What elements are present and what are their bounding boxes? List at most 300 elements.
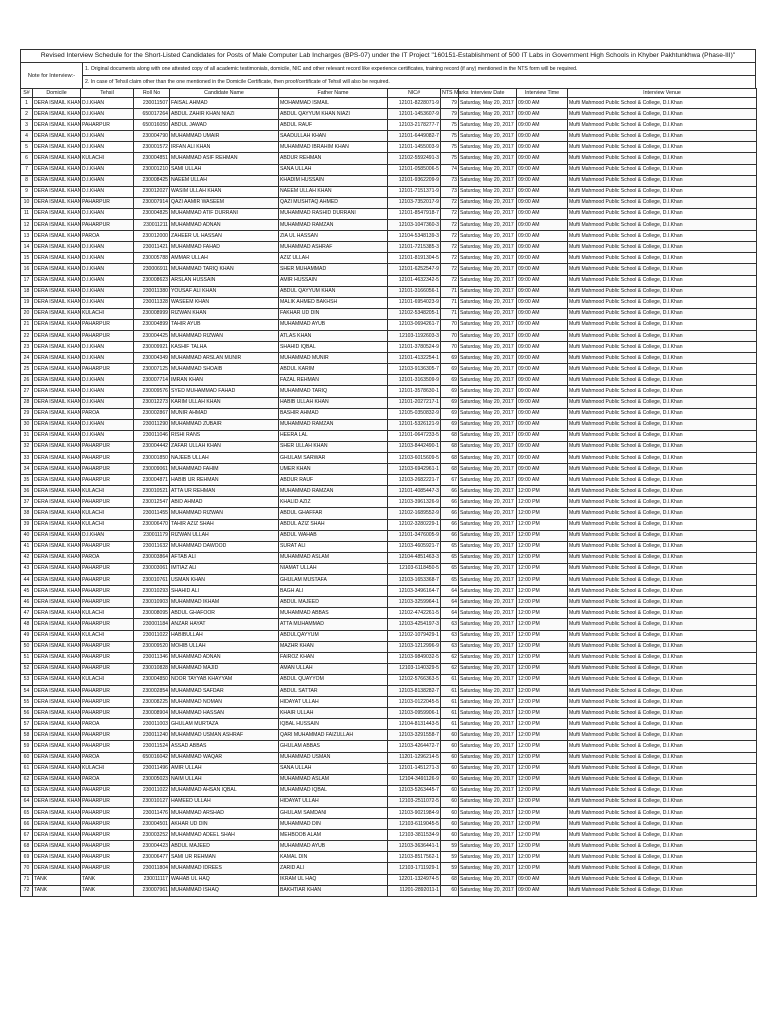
cell-domicile: DERA ISMAIL KHAN <box>33 375 81 386</box>
cell-tehsil: KULACHI <box>81 486 134 497</box>
cell-nts-marks: 60 <box>441 785 459 796</box>
col-header-interview-date: Interview Date <box>459 89 517 98</box>
cell-nic: 12101-6449082-7 <box>388 131 441 142</box>
cell-sno: 43 <box>21 563 33 574</box>
cell-sno: 54 <box>21 685 33 696</box>
table-row <box>21 597 757 608</box>
cell-interview-date: Saturday, May 20, 2017 <box>459 552 517 563</box>
cell-tehsil: KULACHI <box>81 763 134 774</box>
cell-interview-time: 09:00 AM <box>517 164 568 175</box>
cell-roll-no: 230011240 <box>134 730 170 741</box>
cell-candidate-name: MUHAMMAD FAHIM <box>170 464 279 475</box>
table-row <box>21 630 757 641</box>
cell-candidate-name: ATTA UR REHMAN <box>170 486 279 497</box>
cell-nts-marks: 63 <box>441 630 459 641</box>
cell-father-name: MUHAMMAD ASLAM <box>279 552 388 563</box>
table-row <box>21 397 757 408</box>
table-row <box>21 375 757 386</box>
cell-domicile: DERA ISMAIL KHAN <box>33 408 81 419</box>
cell-nic: 12104-3491126-9 <box>388 774 441 785</box>
cell-tehsil: PAHARPUR <box>81 863 134 874</box>
cell-interview-time: 09:00 AM <box>517 253 568 264</box>
cell-domicile: DERA ISMAIL KHAN <box>33 541 81 552</box>
cell-nts-marks: 79 <box>441 109 459 120</box>
cell-candidate-name: ABDUL ZAHIR KHAN NIAZI <box>170 109 279 120</box>
cell-interview-date: Saturday, May 20, 2017 <box>459 264 517 275</box>
cell-nic: 12103-9021984-9 <box>388 808 441 819</box>
cell-interview-time: 09:00 AM <box>517 175 568 186</box>
cell-nic: 12103-1212996-9 <box>388 641 441 652</box>
cell-tehsil: D.I.KHAN <box>81 186 134 197</box>
cell-nts-marks: 69 <box>441 397 459 408</box>
col-header-interview-venue: Interview Venue <box>568 89 757 98</box>
cell-interview-venue: Mufti Mahmood Public School & College, D.I.Khan <box>568 220 757 231</box>
cell-sno: 34 <box>21 464 33 475</box>
cell-nts-marks: 59 <box>441 841 459 852</box>
cell-roll-no: 230004442 <box>134 441 170 452</box>
cell-interview-time: 12:00 PM <box>517 508 568 519</box>
cell-interview-date: Saturday, May 20, 2017 <box>459 685 517 696</box>
cell-sno: 71 <box>21 874 33 885</box>
cell-roll-no: 230012547 <box>134 497 170 508</box>
cell-candidate-name: IMRAN KHAN <box>170 375 279 386</box>
cell-tehsil: KULACHI <box>81 519 134 530</box>
cell-interview-time: 09:00 AM <box>517 885 568 896</box>
cell-domicile: DERA ISMAIL KHAN <box>33 208 81 219</box>
cell-father-name: FAKHAR UD DIN <box>279 308 388 319</box>
cell-interview-time: 12:00 PM <box>517 630 568 641</box>
cell-nic: 12103-3636441-1 <box>388 841 441 852</box>
cell-interview-date: Saturday, May 20, 2017 <box>459 575 517 586</box>
cell-father-name: AMAN ULLAH <box>279 663 388 674</box>
cell-domicile: DERA ISMAIL KHAN <box>33 597 81 608</box>
cell-father-name: HIDAYAT ULLAH <box>279 796 388 807</box>
cell-sno: 20 <box>21 308 33 319</box>
cell-candidate-name: GHULAM MURTAZA <box>170 719 279 730</box>
cell-roll-no: 230008425 <box>134 175 170 186</box>
cell-sno: 8 <box>21 175 33 186</box>
cell-domicile: DERA ISMAIL KHAN <box>33 641 81 652</box>
cell-nts-marks: 60 <box>441 752 459 763</box>
cell-interview-time: 12:00 PM <box>517 685 568 696</box>
table-header-row <box>21 89 757 98</box>
cell-interview-date: Saturday, May 20, 2017 <box>459 841 517 852</box>
cell-father-name: ATLAS KHAN <box>279 330 388 341</box>
cell-nic: 12103-6118450-5 <box>388 563 441 574</box>
cell-domicile: DERA ISMAIL KHAN <box>33 730 81 741</box>
cell-interview-time: 09:00 AM <box>517 364 568 375</box>
cell-candidate-name: MUHAMMAD MAJID <box>170 663 279 674</box>
cell-nts-marks: 65 <box>441 575 459 586</box>
cell-roll-no: 230007914 <box>134 197 170 208</box>
cell-interview-time: 09:00 AM <box>517 275 568 286</box>
table-row <box>21 774 757 785</box>
cell-nic: 12103-2682221-7 <box>388 475 441 486</box>
cell-nic: 12103-8517562-1 <box>388 852 441 863</box>
table-row <box>21 386 757 397</box>
cell-tehsil: D.I.KHAN <box>81 264 134 275</box>
cell-nts-marks: 70 <box>441 330 459 341</box>
cell-tehsil: PAROA <box>81 774 134 785</box>
cell-nts-marks: 72 <box>441 208 459 219</box>
cell-interview-time: 09:00 AM <box>517 419 568 430</box>
interview-schedule-table <box>20 88 757 897</box>
table-row <box>21 408 757 419</box>
cell-interview-venue: Mufti Mahmood Public School & College, D.I.Khan <box>568 774 757 785</box>
cell-interview-time: 09:00 AM <box>517 386 568 397</box>
cell-father-name: NIAMAT ULLAH <box>279 563 388 574</box>
cell-candidate-name: MUHAMMAD FAHAD <box>170 242 279 253</box>
cell-roll-no: 230008904 <box>134 708 170 719</box>
cell-sno: 61 <box>21 763 33 774</box>
cell-nts-marks: 79 <box>441 98 459 109</box>
cell-interview-date: Saturday, May 20, 2017 <box>459 142 517 153</box>
cell-father-name: QARI MUHAMMAD FAIZULLAH <box>279 730 388 741</box>
cell-interview-venue: Mufti Mahmood Public School & College, D.I.Khan <box>568 109 757 120</box>
cell-tehsil: D.I.KHAN <box>81 142 134 153</box>
cell-domicile: DERA ISMAIL KHAN <box>33 441 81 452</box>
cell-candidate-name: WASIM ULLAH KHAN <box>170 186 279 197</box>
cell-sno: 5 <box>21 142 33 153</box>
cell-nts-marks: 62 <box>441 652 459 663</box>
cell-interview-date: Saturday, May 20, 2017 <box>459 563 517 574</box>
cell-sno: 19 <box>21 297 33 308</box>
cell-nic: 12101-8547918-7 <box>388 208 441 219</box>
cell-candidate-name: SAMI UR REHMAN <box>170 852 279 863</box>
table-row <box>21 109 757 120</box>
cell-domicile: DERA ISMAIL KHAN <box>33 741 81 752</box>
cell-sno: 25 <box>21 364 33 375</box>
cell-tehsil: PAHARPUR <box>81 741 134 752</box>
cell-interview-date: Saturday, May 20, 2017 <box>459 397 517 408</box>
cell-roll-no: 230003061 <box>134 563 170 574</box>
cell-interview-venue: Mufti Mahmood Public School & College, D.I.Khan <box>568 430 757 441</box>
cell-domicile: DERA ISMAIL KHAN <box>33 785 81 796</box>
cell-father-name: ATTA MUHAMMAD <box>279 619 388 630</box>
cell-candidate-name: MUHAMMAD HASSAN <box>170 708 279 719</box>
table-row <box>21 430 757 441</box>
cell-interview-date: Saturday, May 20, 2017 <box>459 863 517 874</box>
cell-nts-marks: 64 <box>441 597 459 608</box>
cell-tehsil: D.I.KHAN <box>81 353 134 364</box>
cell-roll-no: 230004790 <box>134 131 170 142</box>
cell-interview-venue: Mufti Mahmood Public School & College, D.I.Khan <box>568 863 757 874</box>
cell-father-name: ABDUL KARIM <box>279 364 388 375</box>
cell-interview-time: 12:00 PM <box>517 586 568 597</box>
cell-domicile: DERA ISMAIL KHAN <box>33 619 81 630</box>
cell-roll-no: 230011524 <box>134 741 170 752</box>
table-row <box>21 353 757 364</box>
cell-interview-time: 12:00 PM <box>517 541 568 552</box>
cell-nts-marks: 64 <box>441 608 459 619</box>
table-row <box>21 885 757 896</box>
table-row <box>21 186 757 197</box>
cell-roll-no: 230004899 <box>134 319 170 330</box>
cell-tehsil: PAROA <box>81 408 134 419</box>
cell-candidate-name: MUHAMMAD RIZWAN <box>170 508 279 519</box>
cell-sno: 40 <box>21 530 33 541</box>
cell-interview-date: Saturday, May 20, 2017 <box>459 386 517 397</box>
cell-sno: 60 <box>21 752 33 763</box>
table-row <box>21 519 757 530</box>
cell-father-name: KHALID AZIZ <box>279 497 388 508</box>
cell-candidate-name: MUHAMMAD AHSAN IQBAL <box>170 785 279 796</box>
cell-nic: 12103-3496164-7 <box>388 586 441 597</box>
cell-nts-marks: 72 <box>441 264 459 275</box>
cell-domicile: DERA ISMAIL KHAN <box>33 364 81 375</box>
cell-nic: 12103-4605921-7 <box>388 541 441 552</box>
table-row <box>21 541 757 552</box>
cell-interview-venue: Mufti Mahmood Public School & College, D.I.Khan <box>568 708 757 719</box>
cell-interview-venue: Mufti Mahmood Public School & College, D.I.Khan <box>568 663 757 674</box>
cell-roll-no: 650017264 <box>134 109 170 120</box>
cell-interview-time: 12:00 PM <box>517 763 568 774</box>
cell-candidate-name: TAHIR AYUB <box>170 319 279 330</box>
table-row <box>21 342 757 353</box>
cell-interview-time: 12:00 PM <box>517 863 568 874</box>
cell-father-name: MUHAMMAD RAMZAN <box>279 486 388 497</box>
table-row <box>21 796 757 807</box>
cell-nts-marks: 74 <box>441 164 459 175</box>
cell-roll-no: 230012273 <box>134 397 170 408</box>
cell-interview-venue: Mufti Mahmood Public School & College, D.I.Khan <box>568 630 757 641</box>
cell-interview-time: 12:00 PM <box>517 619 568 630</box>
cell-candidate-name: IRFAN ALI KHAN <box>170 142 279 153</box>
cell-sno: 38 <box>21 508 33 519</box>
cell-tehsil: PAHARPUR <box>81 730 134 741</box>
table-row <box>21 98 757 109</box>
cell-interview-date: Saturday, May 20, 2017 <box>459 508 517 519</box>
cell-interview-date: Saturday, May 20, 2017 <box>459 231 517 242</box>
cell-roll-no: 230010828 <box>134 663 170 674</box>
cell-roll-no: 230001572 <box>134 142 170 153</box>
table-row <box>21 286 757 297</box>
cell-father-name: SHER MUHAMMAD <box>279 264 388 275</box>
cell-interview-venue: Mufti Mahmood Public School & College, D.I.Khan <box>568 641 757 652</box>
cell-nic: 12101-3578630-1 <box>388 386 441 397</box>
cell-father-name: ABDUL WAHAB <box>279 530 388 541</box>
cell-interview-time: 12:00 PM <box>517 741 568 752</box>
cell-nts-marks: 66 <box>441 530 459 541</box>
cell-tehsil: D.I.KHAN <box>81 419 134 430</box>
cell-nic: 12104-4851463-3 <box>388 552 441 563</box>
cell-candidate-name: SYED MUHAMMAD FAHAD <box>170 386 279 397</box>
cell-father-name: SANA ULLAH <box>279 164 388 175</box>
cell-father-name: MUHAMMAD ASLAM <box>279 774 388 785</box>
cell-interview-venue: Mufti Mahmood Public School & College, D.I.Khan <box>568 153 757 164</box>
cell-nts-marks: 68 <box>441 430 459 441</box>
cell-nts-marks: 62 <box>441 663 459 674</box>
cell-roll-no: 230003252 <box>134 830 170 841</box>
cell-interview-date: Saturday, May 20, 2017 <box>459 674 517 685</box>
col-header-nts-marks: NTS Marks <box>442 89 469 96</box>
cell-tehsil: D.I.KHAN <box>81 297 134 308</box>
cell-domicile: DERA ISMAIL KHAN <box>33 275 81 286</box>
cell-tehsil: PAHARPUR <box>81 475 134 486</box>
table-row <box>21 730 757 741</box>
cell-nic: 11201-2892011-1 <box>388 885 441 896</box>
cell-tehsil: PAHARPUR <box>81 619 134 630</box>
cell-interview-date: Saturday, May 20, 2017 <box>459 619 517 630</box>
cell-tehsil: D.I.KHAN <box>81 98 134 109</box>
cell-interview-venue: Mufti Mahmood Public School & College, D.I.Khan <box>568 308 757 319</box>
cell-domicile: DERA ISMAIL KHAN <box>33 186 81 197</box>
cell-father-name: SHER ULLAH KHAN <box>279 441 388 452</box>
cell-domicile: DERA ISMAIL KHAN <box>33 841 81 852</box>
cell-tehsil: PAHARPUR <box>81 830 134 841</box>
cell-roll-no: 230004425 <box>134 330 170 341</box>
cell-sno: 68 <box>21 841 33 852</box>
cell-nic: 12103-8138282-7 <box>388 685 441 696</box>
cell-interview-venue: Mufti Mahmood Public School & College, D.I.Khan <box>568 386 757 397</box>
cell-tehsil: PAHARPUR <box>81 541 134 552</box>
cell-interview-venue: Mufti Mahmood Public School & College, D.I.Khan <box>568 519 757 530</box>
cell-sno: 44 <box>21 575 33 586</box>
cell-candidate-name: MUHAMMAD SHOAIB <box>170 364 279 375</box>
cell-roll-no: 230011496 <box>134 763 170 774</box>
cell-nts-marks: 61 <box>441 719 459 730</box>
cell-domicile: DERA ISMAIL KHAN <box>33 808 81 819</box>
cell-interview-date: Saturday, May 20, 2017 <box>459 830 517 841</box>
cell-interview-date: Saturday, May 20, 2017 <box>459 242 517 253</box>
cell-interview-venue: Mufti Mahmood Public School & College, D.I.Khan <box>568 120 757 131</box>
cell-tehsil: D.I.KHAN <box>81 286 134 297</box>
cell-candidate-name: ABDUL MAJEED <box>170 841 279 852</box>
cell-sno: 55 <box>21 697 33 708</box>
cell-interview-time: 09:00 AM <box>517 242 568 253</box>
cell-interview-venue: Mufti Mahmood Public School & College, D.I.Khan <box>568 508 757 519</box>
cell-nic: 12101-4085447-3 <box>388 486 441 497</box>
cell-interview-date: Saturday, May 20, 2017 <box>459 319 517 330</box>
cell-interview-date: Saturday, May 20, 2017 <box>459 497 517 508</box>
cell-nic: 12103-1047360-3 <box>388 220 441 231</box>
cell-nts-marks: 61 <box>441 697 459 708</box>
cell-father-name: SURAT ALI <box>279 541 388 552</box>
cell-interview-date: Saturday, May 20, 2017 <box>459 220 517 231</box>
cell-interview-venue: Mufti Mahmood Public School & College, D.I.Khan <box>568 575 757 586</box>
cell-candidate-name: ZAHEER UL HASSAN <box>170 231 279 242</box>
cell-interview-date: Saturday, May 20, 2017 <box>459 541 517 552</box>
cell-father-name: SAADULLAH KHAN <box>279 131 388 142</box>
cell-interview-time: 09:00 AM <box>517 874 568 885</box>
cell-interview-venue: Mufti Mahmood Public School & College, D.I.Khan <box>568 142 757 153</box>
cell-interview-time: 09:00 AM <box>517 297 568 308</box>
cell-nic: 12101-2027217-1 <box>388 397 441 408</box>
cell-sno: 67 <box>21 830 33 841</box>
table-row <box>21 841 757 852</box>
cell-interview-venue: Mufti Mahmood Public School & College, D.I.Khan <box>568 741 757 752</box>
cell-domicile: DERA ISMAIL KHAN <box>33 220 81 231</box>
cell-candidate-name: FAISAL AHMAD <box>170 98 279 109</box>
cell-nts-marks: 63 <box>441 641 459 652</box>
cell-nts-marks: 70 <box>441 342 459 353</box>
cell-father-name: UMER KHAN <box>279 464 388 475</box>
cell-sno: 41 <box>21 541 33 552</box>
cell-domicile: DERA ISMAIL KHAN <box>33 175 81 186</box>
cell-candidate-name: MUHAMMAD ADNAN <box>170 652 279 663</box>
cell-nts-marks: 60 <box>441 774 459 785</box>
cell-interview-date: Saturday, May 20, 2017 <box>459 186 517 197</box>
cell-interview-time: 12:00 PM <box>517 719 568 730</box>
table-row <box>21 819 757 830</box>
cell-interview-venue: Mufti Mahmood Public School & College, D.I.Khan <box>568 763 757 774</box>
col-header-nic: NIC# <box>388 89 441 98</box>
cell-domicile: DERA ISMAIL KHAN <box>33 286 81 297</box>
cell-interview-date: Saturday, May 20, 2017 <box>459 419 517 430</box>
cell-father-name: HIDAYAT ULLAH <box>279 697 388 708</box>
table-row <box>21 863 757 874</box>
cell-candidate-name: IMTIAZ ALI <box>170 563 279 574</box>
cell-nts-marks: 60 <box>441 796 459 807</box>
cell-nts-marks: 61 <box>441 708 459 719</box>
table-row <box>21 641 757 652</box>
cell-sno: 64 <box>21 796 33 807</box>
cell-candidate-name: KASHIF TALHA <box>170 342 279 353</box>
cell-domicile: DERA ISMAIL KHAN <box>33 430 81 441</box>
cell-candidate-name: RIZWAN KHAN <box>170 308 279 319</box>
cell-interview-time: 09:00 AM <box>517 319 568 330</box>
cell-roll-no: 230007714 <box>134 375 170 386</box>
cell-interview-venue: Mufti Mahmood Public School & College, D.I.Khan <box>568 563 757 574</box>
cell-interview-date: Saturday, May 20, 2017 <box>459 342 517 353</box>
cell-interview-time: 09:00 AM <box>517 342 568 353</box>
table-row <box>21 253 757 264</box>
cell-interview-venue: Mufti Mahmood Public School & College, D.I.Khan <box>568 453 757 464</box>
cell-nic: 12101-6252547-9 <box>388 264 441 275</box>
cell-nts-marks: 71 <box>441 308 459 319</box>
cell-sno: 42 <box>21 552 33 563</box>
cell-interview-date: Saturday, May 20, 2017 <box>459 519 517 530</box>
cell-interview-date: Saturday, May 20, 2017 <box>459 608 517 619</box>
cell-father-name: GHULAM SARWAR <box>279 453 388 464</box>
cell-nic: 12103-1140329-5 <box>388 663 441 674</box>
cell-father-name: ZIA UL HASSAN <box>279 231 388 242</box>
cell-nts-marks: 67 <box>441 475 459 486</box>
cell-sno: 4 <box>21 131 33 142</box>
table-row <box>21 275 757 286</box>
cell-interview-time: 12:00 PM <box>517 708 568 719</box>
table-row <box>21 364 757 375</box>
cell-interview-time: 12:00 PM <box>517 652 568 663</box>
cell-nts-marks: 60 <box>441 741 459 752</box>
cell-nts-marks: 64 <box>441 586 459 597</box>
cell-nts-marks: 72 <box>441 275 459 286</box>
cell-candidate-name: QAZI AAMIR WASEEM <box>170 197 279 208</box>
cell-nts-marks: 60 <box>441 808 459 819</box>
cell-nic: 12101-3780524-9 <box>388 342 441 353</box>
cell-interview-date: Saturday, May 20, 2017 <box>459 353 517 364</box>
cell-interview-venue: Mufti Mahmood Public School & College, D.I.Khan <box>568 397 757 408</box>
table-row <box>21 719 757 730</box>
cell-father-name: MALIK AHMED BAKHSH <box>279 297 388 308</box>
cell-interview-venue: Mufti Mahmood Public School & College, D.I.Khan <box>568 785 757 796</box>
cell-roll-no: 230010761 <box>134 575 170 586</box>
cell-domicile: DERA ISMAIL KHAN <box>33 763 81 774</box>
cell-candidate-name: KARIM ULLAH KHAN <box>170 397 279 408</box>
cell-candidate-name: MUHAMMAD ATIF DURRANI <box>170 208 279 219</box>
cell-tehsil: PAHARPUR <box>81 220 134 231</box>
cell-father-name: MUHAMMAD USMAN <box>279 752 388 763</box>
cell-roll-no: 230011328 <box>134 297 170 308</box>
cell-interview-date: Saturday, May 20, 2017 <box>459 719 517 730</box>
cell-nic: 12101-1455003-9 <box>388 142 441 153</box>
cell-tehsil: PAHARPUR <box>81 586 134 597</box>
cell-nic: 12102-5348205-1 <box>388 308 441 319</box>
cell-domicile: DERA ISMAIL KHAN <box>33 353 81 364</box>
cell-tehsil: PAHARPUR <box>81 464 134 475</box>
cell-domicile: TANK <box>33 874 81 885</box>
cell-nts-marks: 73 <box>441 175 459 186</box>
